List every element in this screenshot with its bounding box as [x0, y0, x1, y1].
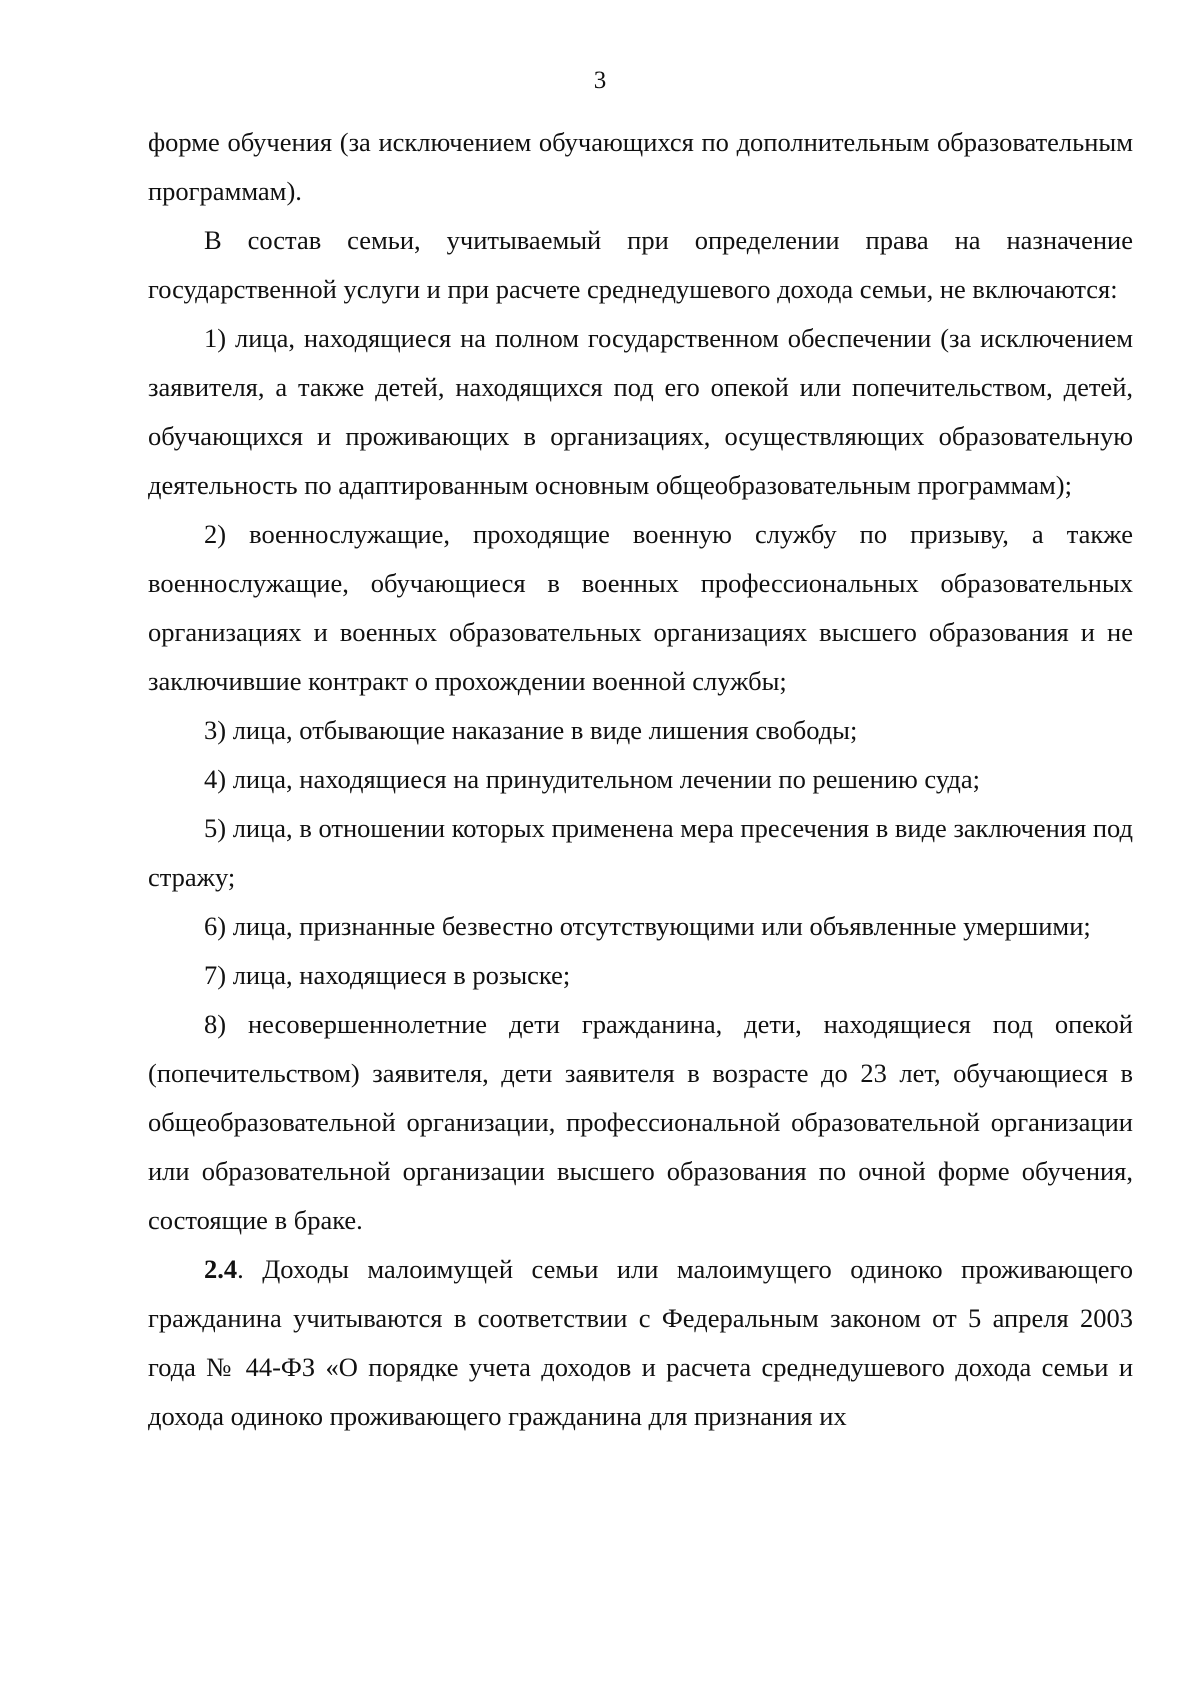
list-item-1: 1) лица, находящиеся на полном государственном обеспечении (за исключением заявителя, а также детей, находящихся под его опекой или попечительством, детей, обучающихся и проживающих в организациях, осуществляющих образовательную деятельность по адаптированным основным общеобразовательным программам);: [148, 323, 1133, 500]
document-body: [148, 118, 1133, 1441]
list-item-5: 5) лица, в отношении которых применена мера пресечения в виде заключения под стражу;: [148, 813, 1133, 892]
list-item-3: 3) лица, отбывающие наказание в виде лишения свободы;: [204, 715, 858, 745]
section-number: 2.4: [204, 1254, 238, 1284]
list-item-7: 7) лица, находящиеся в розыске;: [204, 960, 571, 990]
section-text: . Доходы малоимущей семьи или малоимущего одиноко проживающего гражданина учитываются в соответствии с Федеральным законом от 5 апреля 2003 года № 44-ФЗ «О порядке учета доходов и расчета среднедушевого дохода семьи и дохода одиноко проживающего гражданина для признания их: [148, 1254, 1133, 1431]
list-item-6: 6) лица, признанные безвестно отсутствующими или объявленные умершими;: [204, 911, 1091, 941]
section-2-4-paragraph: [148, 1245, 1133, 1441]
paragraph-family-composition: В состав семьи, учитываемый при определении права на назначение государственной услуги и при расчете среднедушевого дохода семьи, не включаются:: [148, 225, 1133, 304]
paragraph-continuation: форме обучения (за исключением обучающихся по дополнительным образовательным программам).: [148, 127, 1133, 206]
list-item-4: 4) лица, находящиеся на принудительном лечении по решению суда;: [204, 764, 981, 794]
list-item-8: 8) несовершеннолетние дети гражданина, дети, находящиеся под опекой (попечительством) заявителя, дети заявителя в возрасте до 23 лет, обучающиеся в общеобразовательной организации, профессиональной образовательной организации или образовательной организации высшего образования по очной форме обучения, состоящие в браке.: [148, 1009, 1133, 1235]
list-item-2: 2) военнослужащие, проходящие военную службу по призыву, а также военнослужащие, обучающиеся в военных профессиональных образовательных организациях и военных образовательных организациях высшего образования и не заключившие контракт о прохождении военной службы;: [148, 519, 1133, 696]
page-number: 3: [593, 67, 607, 94]
